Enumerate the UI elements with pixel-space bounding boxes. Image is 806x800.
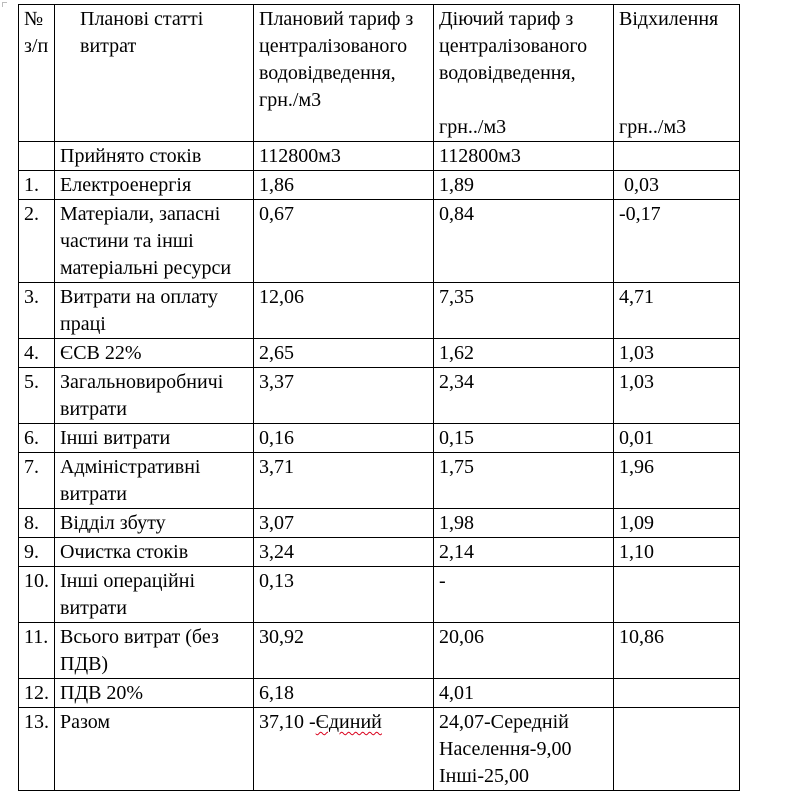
row-item: Адміністративні витрати (55, 453, 254, 509)
row-current: 2,34 (434, 368, 614, 424)
total-current-line3: Інші-25,00 (439, 765, 529, 787)
row-current: 4,01 (434, 679, 614, 708)
row-deviation (614, 679, 740, 708)
row-num: 9. (19, 538, 55, 567)
row-num: 12. (19, 679, 55, 708)
table-row (19, 171, 740, 200)
row-item: ПДВ 20% (55, 679, 254, 708)
row-num: 13. (19, 708, 55, 791)
row-current: 1,98 (434, 509, 614, 538)
row-num: 5. (19, 368, 55, 424)
header-row (19, 5, 740, 142)
row-deviation: 4,71 (614, 283, 740, 339)
header-deviation-text: Відхилення (619, 8, 719, 30)
row-item: Матеріали, запасні частини та інші матеріальні ресурси (55, 200, 254, 283)
row-planned (254, 708, 434, 791)
row-current: 1,62 (434, 339, 614, 368)
row-deviation: 1,03 (614, 368, 740, 424)
row-planned: 3,07 (254, 509, 434, 538)
total-planned-value: 37,10 - (259, 711, 316, 733)
row-current: 0,84 (434, 200, 614, 283)
row-planned: 30,92 (254, 623, 434, 679)
table-row (19, 453, 740, 509)
row-current: 20,06 (434, 623, 614, 679)
row-item: Інші операційні витрати (55, 567, 254, 623)
table-row (19, 424, 740, 453)
row-item: Загальновиробничі витрати (55, 368, 254, 424)
row-planned: 0,67 (254, 200, 434, 283)
row-num: 1. (19, 171, 55, 200)
table-row (19, 538, 740, 567)
row-deviation: 1,03 (614, 339, 740, 368)
row-deviation: 0,01 (614, 424, 740, 453)
row-planned: 0,13 (254, 567, 434, 623)
row-deviation: 1,10 (614, 538, 740, 567)
total-current-line1: 24,07-Середній (439, 711, 569, 733)
table-row (19, 339, 740, 368)
table-row (19, 200, 740, 283)
volume-row (19, 142, 740, 171)
row-planned: 3,71 (254, 453, 434, 509)
row-current: - (434, 567, 614, 623)
header-num-cell: № з/п (19, 5, 55, 142)
row-item: ЄСВ 22% (55, 339, 254, 368)
row-num: 10. (19, 567, 55, 623)
table-row (19, 283, 740, 339)
row-item: Очистка стоків (55, 538, 254, 567)
header-items-text: Планові статті витрат (80, 8, 204, 57)
row-deviation: 10,86 (614, 623, 740, 679)
row-num: 8. (19, 509, 55, 538)
row-num: 2. (19, 200, 55, 283)
table-row (19, 509, 740, 538)
table-row (19, 368, 740, 424)
table-row-total (19, 708, 740, 791)
header-items-cell (55, 5, 254, 142)
volume-deviation (614, 142, 740, 171)
row-item: Електроенергія (55, 171, 254, 200)
header-deviation-cell (614, 5, 740, 142)
row-item: Відділ збуту (55, 509, 254, 538)
row-current: 7,35 (434, 283, 614, 339)
row-current (434, 708, 614, 791)
row-planned: 6,18 (254, 679, 434, 708)
total-current-line2: Населення-9,00 (439, 738, 572, 760)
row-deviation: -0,17 (614, 200, 740, 283)
header-deviation-unit: грн../м3 (619, 116, 687, 138)
page-corner-mark (2, 2, 7, 7)
header-planned-text: Плановий тариф з централізованого водовідведення, (259, 8, 414, 84)
total-planned-note: Єдиний (315, 711, 382, 733)
row-current: 1,75 (434, 453, 614, 509)
row-current: 2,14 (434, 538, 614, 567)
table-row (19, 623, 740, 679)
row-item: Разом (55, 708, 254, 791)
row-num: 6. (19, 424, 55, 453)
row-current: 0,15 (434, 424, 614, 453)
row-num: 11. (19, 623, 55, 679)
table-row (19, 679, 740, 708)
row-current: 1,89 (434, 171, 614, 200)
row-planned: 1,86 (254, 171, 434, 200)
header-current-unit: грн../м3 (439, 116, 507, 138)
row-planned: 3,37 (254, 368, 434, 424)
row-deviation (614, 708, 740, 791)
row-deviation: 0,03 (614, 171, 740, 200)
table-row (19, 567, 740, 623)
row-deviation (614, 567, 740, 623)
row-planned: 2,65 (254, 339, 434, 368)
row-num: 3. (19, 283, 55, 339)
volume-num-cell (19, 142, 55, 171)
row-num: 7. (19, 453, 55, 509)
tariff-table (18, 4, 740, 791)
row-planned: 0,16 (254, 424, 434, 453)
header-planned-unit: грн./м3 (259, 89, 322, 111)
header-current-cell (434, 5, 614, 142)
row-item: Інші витрати (55, 424, 254, 453)
header-planned-cell (254, 5, 434, 142)
row-deviation: 1,96 (614, 453, 740, 509)
row-item: Витрати на оплату праці (55, 283, 254, 339)
volume-current: 112800м3 (434, 142, 614, 171)
row-planned: 12,06 (254, 283, 434, 339)
header-current-text: Діючий тариф з централізованого водовідведення, (439, 8, 588, 84)
row-item: Всього витрат (без ПДВ) (55, 623, 254, 679)
row-planned: 3,24 (254, 538, 434, 567)
volume-label: Прийнято стоків (55, 142, 254, 171)
row-num: 4. (19, 339, 55, 368)
volume-planned: 112800м3 (254, 142, 434, 171)
row-deviation: 1,09 (614, 509, 740, 538)
